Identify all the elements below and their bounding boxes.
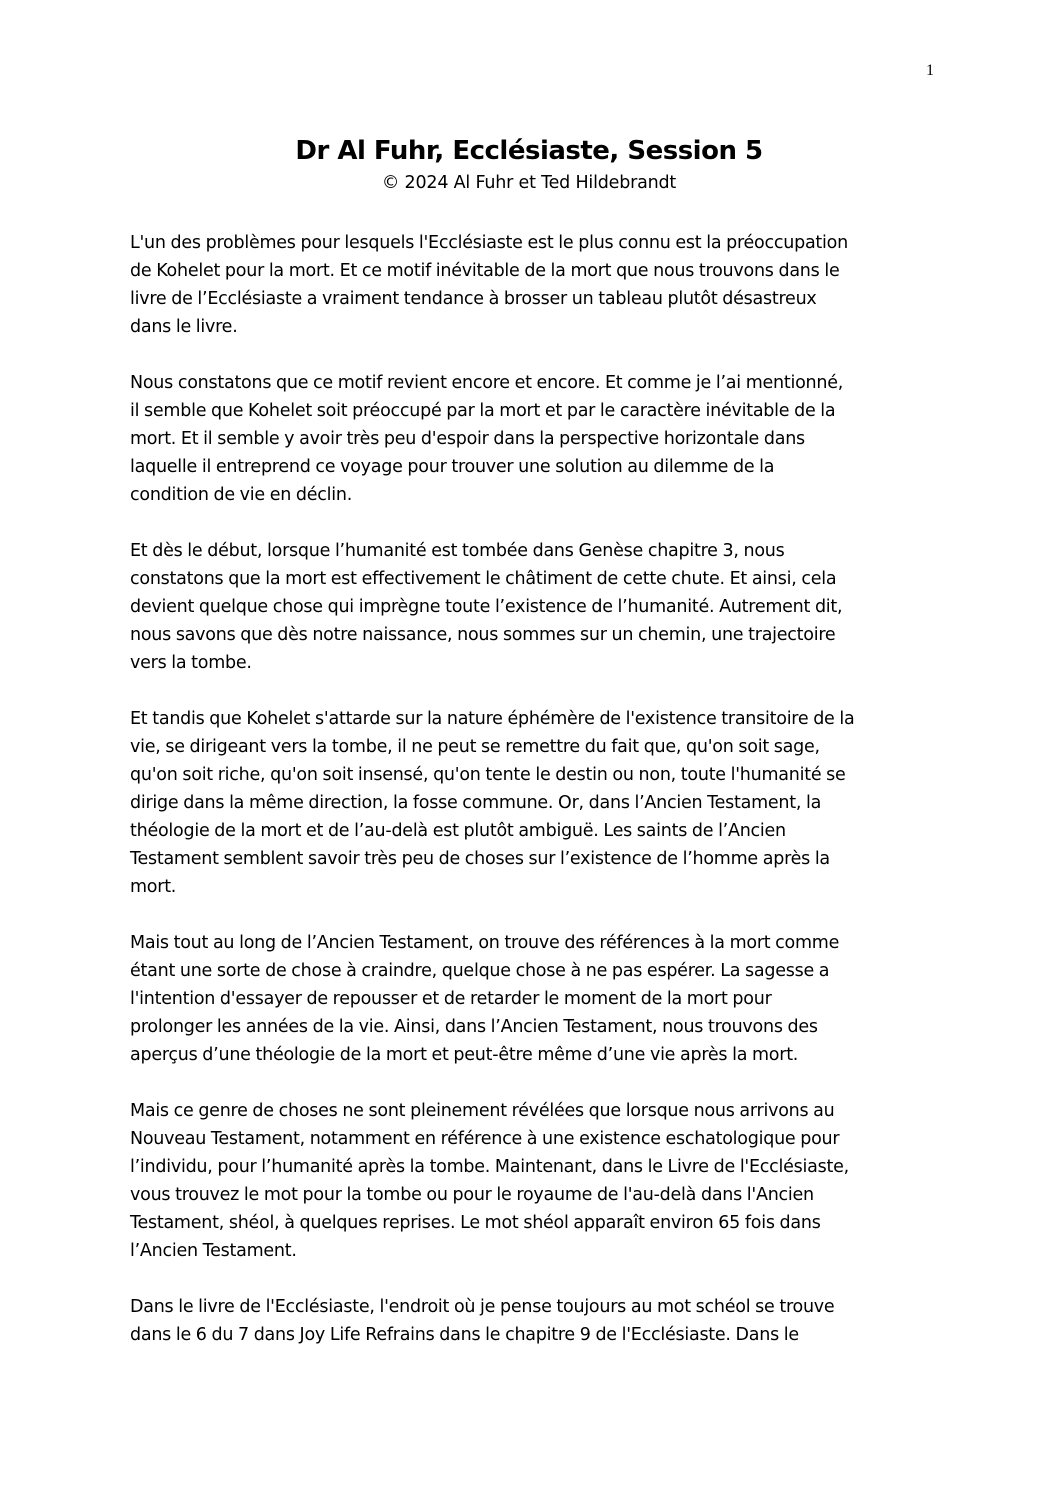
paragraph-line: Nouveau Testament, notamment en référence à une existence eschatologique pour <box>130 1129 840 1149</box>
paragraph-line: Et tandis que Kohelet s'attarde sur la nature éphémère de l'existence transitoire de la <box>130 709 855 729</box>
paragraph-4 <box>130 705 940 901</box>
paragraph-line: Dans le livre de l'Ecclésiaste, l'endroit où je pense toujours au mot schéol se trouve <box>130 1297 835 1317</box>
paragraph-1 <box>130 229 940 341</box>
paragraph-line: de Kohelet pour la mort. Et ce motif inévitable de la mort que nous trouvons dans le <box>130 261 840 281</box>
paragraph-line: laquelle il entreprend ce voyage pour trouver une solution au dilemme de la <box>130 457 775 477</box>
paragraph-6 <box>130 1097 940 1265</box>
paragraph-line: l'intention d'essayer de repousser et de retarder le moment de la mort pour <box>130 989 772 1009</box>
paragraph-line: nous savons que dès notre naissance, nous sommes sur un chemin, une trajectoire <box>130 625 836 645</box>
paragraph-line: Mais tout au long de l’Ancien Testament, on trouve des références à la mort comme <box>130 933 840 953</box>
paragraph-line: dirige dans la même direction, la fosse commune. Or, dans l’Ancien Testament, la <box>130 793 822 813</box>
paragraph-line: Nous constatons que ce motif revient encore et encore. Et comme je l’ai mentionné, <box>130 373 844 393</box>
paragraph-line: mort. Et il semble y avoir très peu d'espoir dans la perspective horizontale dans <box>130 429 805 449</box>
document-header <box>0 133 1058 197</box>
paragraph-line: devient quelque chose qui imprègne toute l’existence de l’humanité. Autrement dit, <box>130 597 843 617</box>
paragraph-line: mort. <box>130 877 177 897</box>
document-title: Dr Al Fuhr, Ecclésiaste, Session 5 <box>295 136 763 166</box>
page-number: 1 <box>926 62 934 79</box>
paragraph-2 <box>130 369 940 509</box>
copyright-line: © 2024 Al Fuhr et Ted Hildebrandt <box>381 173 677 193</box>
paragraph-line: Mais ce genre de choses ne sont pleinement révélées que lorsque nous arrivons au <box>130 1101 835 1121</box>
paragraph-line: qu'on soit riche, qu'on soit insensé, qu'on tente le destin ou non, toute l'humanité se <box>130 765 846 785</box>
paragraph-line: Et dès le début, lorsque l’humanité est tombée dans Genèse chapitre 3, nous <box>130 541 785 561</box>
paragraph-line: l’Ancien Testament. <box>130 1241 297 1261</box>
paragraph-line: étant une sorte de chose à craindre, quelque chose à ne pas espérer. La sagesse a <box>130 961 830 981</box>
paragraph-5 <box>130 929 940 1069</box>
paragraph-line: L'un des problèmes pour lesquels l'Ecclésiaste est le plus connu est la préoccupation <box>130 233 848 253</box>
paragraph-line: livre de l’Ecclésiaste a vraiment tendance à brosser un tableau plutôt désastreux <box>130 289 817 309</box>
paragraph-line: vie, se dirigeant vers la tombe, il ne peut se remettre du fait que, qu'on soit sage, <box>130 737 820 757</box>
paragraph-line: vous trouvez le mot pour la tombe ou pour le royaume de l'au-delà dans l'Ancien <box>130 1185 814 1205</box>
paragraph-line: dans le livre. <box>130 317 238 337</box>
paragraph-3 <box>130 537 940 677</box>
paragraph-line: Testament, shéol, à quelques reprises. Le mot shéol apparaît environ 65 fois dans <box>130 1213 821 1233</box>
paragraph-line: théologie de la mort et de l’au-delà est plutôt ambiguë. Les saints de l’Ancien <box>130 821 786 841</box>
paragraph-line: condition de vie en déclin. <box>130 485 353 505</box>
paragraph-7 <box>130 1293 940 1349</box>
document-body <box>130 229 940 1377</box>
paragraph-line: constatons que la mort est effectivement le châtiment de cette chute. Et ainsi, cela <box>130 569 837 589</box>
paragraph-line: vers la tombe. <box>130 653 252 673</box>
paragraph-line: il semble que Kohelet soit préoccupé par la mort et par le caractère inévitable de la <box>130 401 836 421</box>
paragraph-line: dans le 6 du 7 dans Joy Life Refrains dans le chapitre 9 de l'Ecclésiaste. Dans le <box>130 1325 799 1345</box>
paragraph-line: Testament semblent savoir très peu de choses sur l’existence de l’homme après la <box>130 849 830 869</box>
paragraph-line: l’individu, pour l’humanité après la tombe. Maintenant, dans le Livre de l'Ecclésiaste, <box>130 1157 849 1177</box>
paragraph-line: prolonger les années de la vie. Ainsi, dans l’Ancien Testament, nous trouvons des <box>130 1017 818 1037</box>
paragraph-line: aperçus d’une théologie de la mort et peut-être même d’une vie après la mort. <box>130 1045 799 1065</box>
